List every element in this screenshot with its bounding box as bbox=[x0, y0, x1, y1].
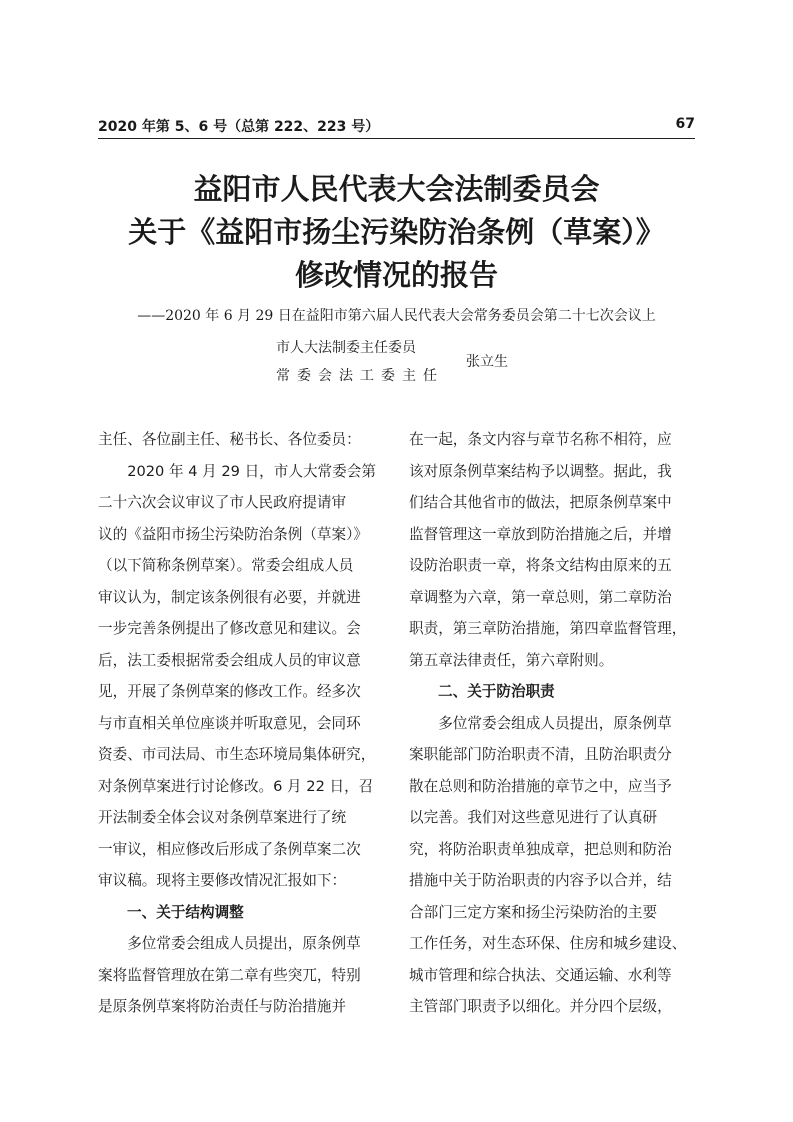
text-line: 主管部门职责予以细化。并分四个层级， bbox=[409, 998, 672, 1015]
speaker-position-1: 市人大法制委主任委员 bbox=[276, 340, 416, 356]
text-line: 开法制委全体会议对条例草案进行了统 bbox=[98, 809, 347, 826]
text-line: 是原条例草案将防治责任与防治措施并 bbox=[98, 998, 347, 1015]
text-line: 多位常委会组成人员提出，原条例草 bbox=[98, 935, 361, 952]
title-line-1: 益阳市人民代表大会法制委员会 bbox=[193, 172, 600, 206]
text-line: 二十六次会议审议了市人民政府提请审 bbox=[98, 494, 347, 511]
text-line: 在一起，条文内容与章节名称不相符，应 bbox=[409, 431, 672, 448]
text-line: 案职能部门防治职责不清，且防治职责分 bbox=[409, 746, 672, 763]
text-line: 后，法工委根据常委会组成人员的审议意 bbox=[98, 651, 361, 669]
text-line: 与市直相关单位座谈并听取意见，会同环 bbox=[98, 714, 361, 732]
text-line: 措施中关于防治职责的内容予以合并，结 bbox=[409, 872, 672, 889]
title-line-2: 关于《益阳市扬尘污染防治条例（草案）》 bbox=[128, 215, 665, 249]
report-title bbox=[60, 168, 733, 297]
text-line: 议的《益阳市扬尘污染防治条例（草案）》 bbox=[98, 525, 368, 543]
occasion-line: ——2020 年 6 月 29 日在益阳市第六届人民代表大会常务委员会第二十七次会议上 bbox=[137, 308, 656, 324]
text-line: 究，将防治职责单独成章，把总则和防治 bbox=[409, 840, 672, 858]
left-column bbox=[98, 424, 390, 1023]
running-header bbox=[98, 116, 695, 138]
text-line: 见，开展了条例草案的修改工作。经多次 bbox=[98, 683, 361, 700]
issue-info: 2020 年第 5、6 号（总第 222、223 号） bbox=[98, 119, 380, 135]
text-line: 多位常委会组成人员提出，原条例草 bbox=[409, 714, 672, 732]
text-line: （以下简称条例草案）。常委会组成人员 bbox=[98, 557, 354, 574]
text-line: 审议稿。现将主要修改情况汇报如下： bbox=[98, 872, 347, 889]
text-line: 们结合其他省市的做法，把原条例草案中 bbox=[409, 494, 672, 511]
text-line: 工作任务，对生态环保、住房和城乡建设、 bbox=[409, 935, 687, 952]
text-line: 监督管理这一章放到防治措施之后，并增 bbox=[409, 525, 672, 543]
text-line: 以完善。我们对这些意见进行了认真研 bbox=[409, 809, 658, 826]
section-heading-duties: 二、关于防治职责 bbox=[438, 683, 555, 700]
right-column bbox=[409, 424, 701, 1023]
text-line: 城市管理和综合执法、交通运输、水利等 bbox=[409, 966, 672, 984]
text-line: 职责，第三章防治措施，第四章监督管理， bbox=[409, 620, 687, 637]
text-line: 2020 年 4 月 29 日，市人大常委会第 bbox=[98, 462, 376, 480]
text-line: 一审议，相应修改后形成了条例草案二次 bbox=[98, 840, 361, 858]
title-line-3: 修改情况的报告 bbox=[294, 258, 498, 292]
text-line: 设防治职责一章，将条文结构由原来的五 bbox=[409, 557, 672, 574]
text-line: 资委、市司法局、市生态环境局集体研究， bbox=[98, 746, 376, 763]
text-line: 案将监督管理放在第二章有些突兀，特别 bbox=[98, 966, 361, 984]
speaker-position-2: 常委会法工委主任 bbox=[276, 368, 444, 384]
header-rule bbox=[98, 138, 695, 139]
page-number: 67 bbox=[675, 116, 695, 132]
text-line: 该对原条例草案结构予以调整。据此，我 bbox=[409, 462, 672, 480]
text-line: 合部门三定方案和扬尘污染防治的主要 bbox=[409, 903, 658, 921]
text-line: 审议认为，制定该条例很有必要，并就进 bbox=[98, 588, 361, 606]
text-line: 主任、各位副主任、秘书长、各位委员： bbox=[98, 431, 361, 448]
section-heading-structure: 一、关于结构调整 bbox=[127, 903, 244, 921]
text-line: 章调整为六章，第一章总则，第二章防治 bbox=[409, 588, 672, 606]
text-line: 对条例草案进行讨论修改。6 月 22 日，召 bbox=[98, 777, 374, 795]
text-line: 散在总则和防治措施的章节之中，应当予 bbox=[409, 777, 672, 795]
text-line: 一步完善条例提出了修改意见和建议。会 bbox=[98, 620, 361, 637]
text-line: 第五章法律责任，第六章附则。 bbox=[409, 651, 614, 669]
speaker-name: 张立生 bbox=[466, 354, 508, 370]
